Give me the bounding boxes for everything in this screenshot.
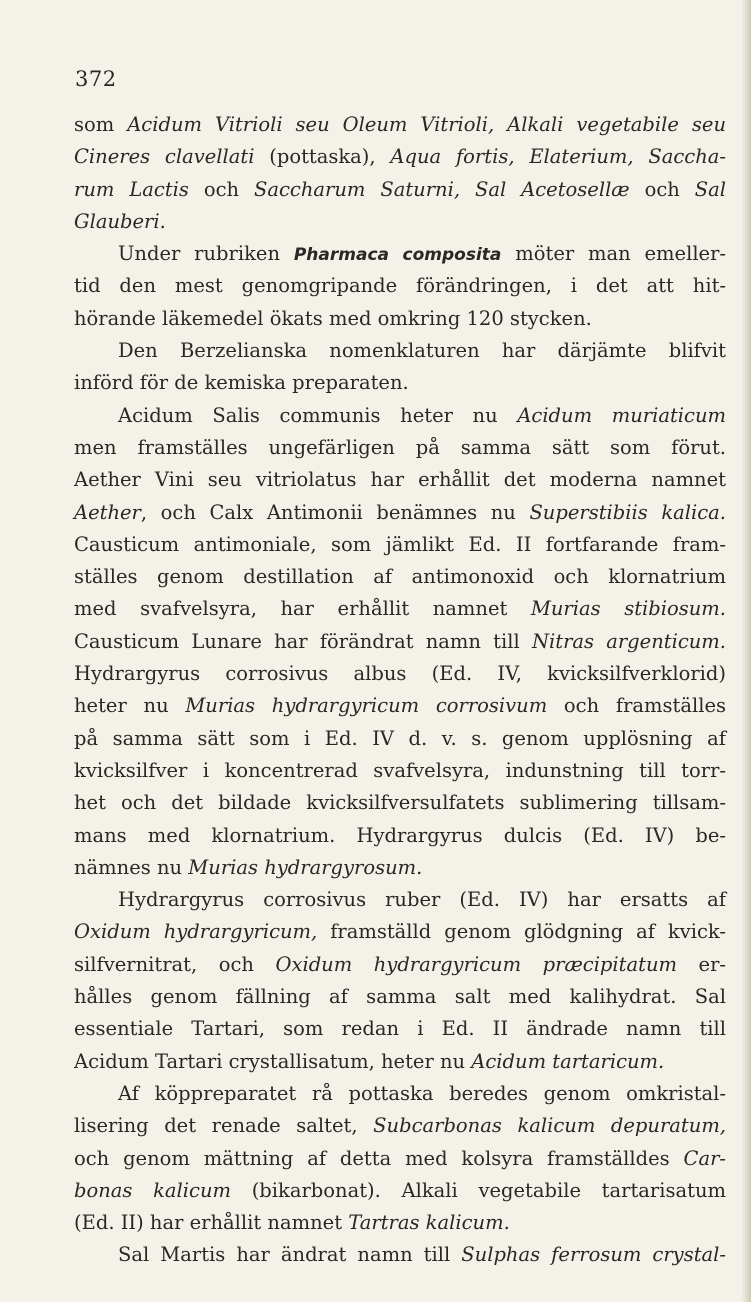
text-line (74, 884, 726, 916)
text-line (74, 174, 726, 206)
text-segment: och (188, 177, 255, 201)
text-segment: med svafvelsyra, har erhållit namnet (74, 597, 531, 621)
text-segment: Causticum antimoniale, som jämlikt Ed. II fortfarande fram- (74, 532, 726, 556)
text-segment: införd för de kemiska preparaten. (74, 371, 409, 395)
text-segment: på samma sätt som i Ed. IV d. v. s. genom upplösning af (74, 726, 726, 750)
italic-term: Murias hydrargyrosum. (188, 855, 423, 879)
text-line (74, 238, 726, 270)
text-line (74, 593, 726, 625)
text-segment: , och Calx Antimonii benämnes nu (140, 500, 530, 524)
text-segment: kvicksilfver i koncentrerad svafvelsyra, indunstning till torr- (74, 758, 726, 782)
text-line (74, 432, 726, 464)
text-segment: Acidum Salis communis heter nu (118, 403, 518, 427)
text-segment: het och det bildade kvicksilfversulfatets sublimering tillsam- (74, 791, 726, 815)
italic-term: Tartras kalicum. (348, 1211, 510, 1235)
page-edge-shadow (741, 0, 751, 1302)
text-segment: och (629, 177, 695, 201)
text-segment: (bikarbonat). Alkali vegetabile tartarisatum (231, 1178, 727, 1202)
italic-term: Saccharum Saturni, Sal Acetosellæ (254, 177, 630, 201)
text-line (74, 723, 726, 755)
text-segment: Causticum Lunare har förändrat namn till (74, 629, 532, 653)
text-segment: tid den mest genomgripande förändringen, i det att hit- (74, 274, 726, 298)
text-segment: Sal Martis har ändrat namn till (118, 1243, 462, 1267)
text-segment: lisering det renade saltet, (74, 1114, 374, 1138)
text-line (74, 141, 726, 173)
text-line (74, 464, 726, 496)
italic-term: Oxidum hydrargyricum, (74, 920, 318, 944)
text-segment: nämnes nu (74, 855, 189, 879)
italic-term: Glauberi. (74, 209, 166, 233)
italic-term: Acidum muriaticum (517, 403, 726, 427)
italic-term: Sulphas ferrosum crystal- (461, 1243, 726, 1267)
italic-term: rum Lactis (74, 177, 189, 201)
text-line (74, 755, 726, 787)
text-line (74, 658, 726, 690)
text-line (74, 787, 726, 819)
text-line (74, 1078, 726, 1110)
italic-term: Aqua fortis, Elaterium, Saccha- (390, 145, 726, 169)
text-line (74, 1175, 726, 1207)
text-line (74, 303, 726, 335)
text-segment: och genom mättning af detta med kolsyra framställdes (74, 1146, 684, 1170)
text-line (74, 109, 726, 141)
italic-term: Oxidum hydrargyricum præcipitatum (275, 952, 677, 976)
text-segment: (Ed. II) har erhållit namnet (74, 1211, 349, 1235)
text-segment: heter nu (74, 694, 186, 718)
text-line (74, 497, 726, 529)
text-line (74, 400, 726, 432)
italic-term: Car- (683, 1146, 726, 1170)
text-segment: och framställes (547, 694, 726, 718)
text-line (74, 367, 726, 399)
text-line (74, 981, 726, 1013)
body-text (74, 109, 726, 1272)
text-line (74, 1013, 726, 1045)
text-segment: Aether Vini seu vitriolatus har erhållit det moderna namnet (74, 468, 726, 492)
text-line (74, 690, 726, 722)
text-segment: ställes genom destillation af antimonoxid och klornatrium (74, 565, 726, 589)
text-line (74, 820, 726, 852)
text-segment: Den Berzelianska nomenklaturen har därjämte blifvit (118, 339, 726, 363)
text-segment: silfvernitrat, och (74, 952, 276, 976)
text-line (74, 1110, 726, 1142)
page-number: 372 (75, 67, 117, 91)
text-segment: mans med klornatrium. Hydrargyrus dulcis (Ed. IV) be- (74, 823, 726, 847)
text-line (74, 1207, 726, 1239)
italic-term: Murias hydrargyricum corrosivum (185, 694, 548, 718)
text-line (74, 852, 726, 884)
text-segment: essentiale Tartari, som redan i Ed. II ändrade namn till (74, 1017, 726, 1041)
text-segment: men framställes ungefärligen på samma sätt som förut. (74, 435, 726, 459)
text-segment: Under rubriken (118, 242, 294, 266)
text-line (74, 1046, 726, 1078)
text-segment: möter man emeller- (501, 242, 727, 266)
text-line (74, 916, 726, 948)
rubric-heading: Pharmaca composita (293, 245, 502, 266)
italic-term: bonas kalicum (74, 1178, 231, 1202)
italic-term: Murias stibiosum. (530, 597, 726, 621)
text-segment: hålles genom fällning af samma salt med kalihydrat. Sal (74, 985, 726, 1009)
text-line (74, 1143, 726, 1175)
italic-term: Superstibiis kalica. (529, 500, 726, 524)
text-line (74, 626, 726, 658)
italic-term: Acidum Vitrioli seu Oleum Vitrioli, Alkali vegetabile seu (127, 113, 726, 136)
text-line (74, 949, 726, 981)
text-segment: Acidum Tartari crystallisatum, heter nu (74, 1049, 472, 1073)
text-segment: er- (677, 952, 726, 976)
text-segment: hörande läkemedel ökats med omkring 120 stycken. (74, 306, 592, 330)
italic-term: Cineres clavellati (74, 145, 255, 169)
text-line (74, 206, 726, 238)
italic-term: Sal (694, 177, 726, 201)
text-line (74, 1239, 726, 1271)
italic-term: Nitras argenticum. (531, 629, 726, 653)
text-segment: framställd genom glödgning af kvick- (317, 920, 726, 944)
italic-term: Acidum tartaricum. (471, 1049, 665, 1073)
text-line (74, 529, 726, 561)
text-segment: som (74, 113, 128, 136)
text-line (74, 335, 726, 367)
text-segment: Hydrargyrus corrosivus ruber (Ed. IV) har ersatts af (118, 888, 726, 912)
text-line (74, 561, 726, 593)
italic-term: Aether (74, 500, 141, 524)
text-segment: (pottaska), (254, 145, 391, 169)
text-segment: Hydrargyrus corrosivus albus (Ed. IV, kvicksilfverklorid) (74, 662, 726, 686)
text-line (74, 270, 726, 302)
text-segment: Af köppreparatet rå pottaska beredes genom omkristal- (118, 1081, 726, 1105)
italic-term: Subcarbonas kalicum depuratum, (373, 1114, 727, 1138)
